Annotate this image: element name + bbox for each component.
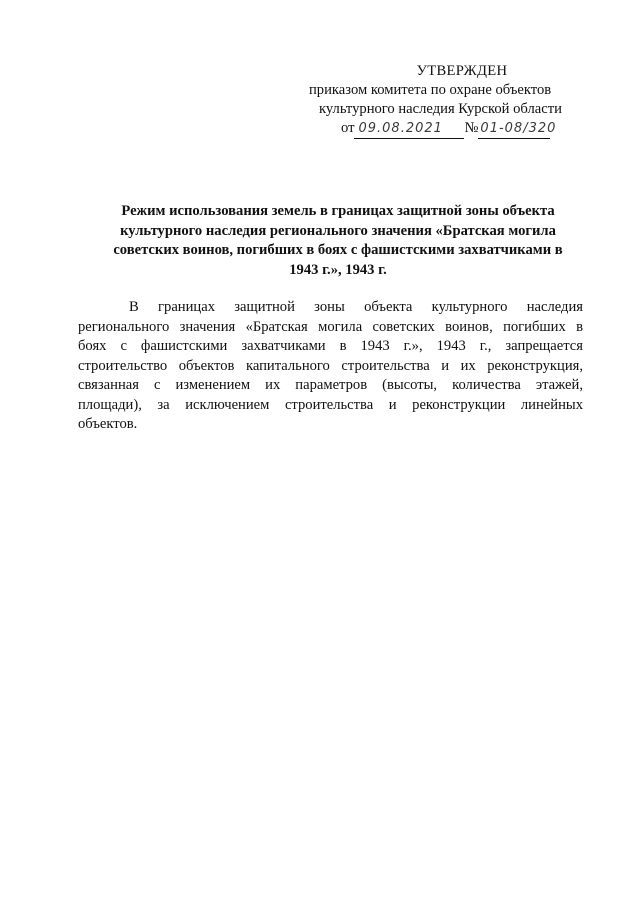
document-title xyxy=(88,202,588,280)
body-line: объектов. xyxy=(78,416,138,432)
approval-stamp-block xyxy=(300,62,600,139)
handwritten-date: 09.08.2021 xyxy=(354,119,464,139)
date-label: от xyxy=(341,120,355,136)
title-line: Режим использования земель в границах защитной зоны объекта xyxy=(121,203,555,219)
approval-committee-line: культурного наследия Курской области xyxy=(319,101,562,117)
body-line: связанная с изменением их параметров (высоты, количества этажей, xyxy=(78,377,583,393)
body-line: регионального значения «Братская могила советских воинов, погибших в xyxy=(78,318,583,335)
title-line: культурного наследия регионального значения «Братская могила xyxy=(120,222,556,239)
body-line: площади), за исключением строительства и реконструкции линейных xyxy=(78,396,583,413)
body-line: боях с фашистскими захватчиками в 1943 г.», 1943 г., запрещается xyxy=(78,338,583,354)
body-line: строительство объектов капитального строительства и их реконструкция, xyxy=(78,357,583,374)
title-line: 1943 г.», 1943 г. xyxy=(289,261,387,278)
body-paragraph xyxy=(78,298,583,435)
approval-date-number-line xyxy=(341,119,600,139)
body-line: В границах защитной зоны объекта культурного наследия xyxy=(129,299,583,315)
number-label: № xyxy=(464,120,479,136)
approval-title: УТВЕРЖДЕН xyxy=(416,63,508,79)
approval-order-line: приказом комитета по охране объектов xyxy=(309,82,552,98)
title-line: советских воинов, погибших в боях с фашистскими захватчиками в xyxy=(113,242,563,258)
handwritten-number: 01-08/320 xyxy=(478,119,550,139)
